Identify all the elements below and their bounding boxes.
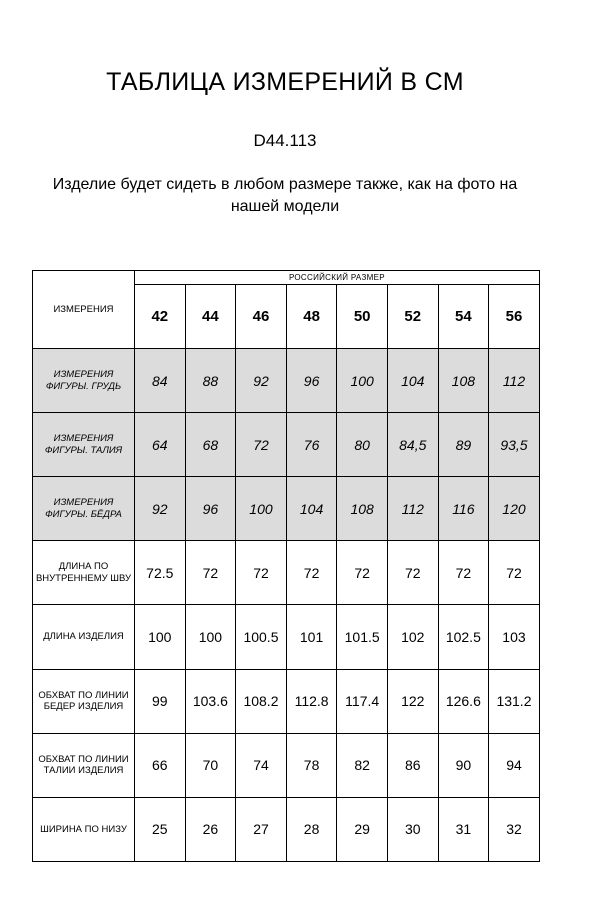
size-header-cell: 42 (135, 285, 186, 349)
table-cell: 131.2 (489, 669, 540, 733)
size-header-cell: 54 (438, 285, 489, 349)
table-cell: 117.4 (337, 669, 388, 733)
table-cell: 88 (185, 349, 236, 413)
table-row-garment-hips (33, 669, 540, 733)
table-row-inseam (33, 541, 540, 605)
table-cell: 102 (387, 605, 438, 669)
table-cell: 100 (185, 605, 236, 669)
table-cell: 112 (387, 477, 438, 541)
table-cell: 68 (185, 413, 236, 477)
table-cell: 76 (286, 413, 337, 477)
table-cell: 72 (286, 541, 337, 605)
table-cell: 104 (387, 349, 438, 413)
table-cell: 72.5 (135, 541, 186, 605)
table-cell: 100.5 (236, 605, 287, 669)
size-system-caption: РОССИЙСКИЙ РАЗМЕР (135, 271, 540, 285)
table-cell: 102.5 (438, 605, 489, 669)
table-cell: 100 (337, 349, 388, 413)
table-cell: 72 (489, 541, 540, 605)
page-title: ТАБЛИЦА ИЗМЕРЕНИЙ В СМ (106, 68, 464, 96)
size-table (32, 270, 540, 862)
table-row-length (33, 605, 540, 669)
table-cell: 100 (236, 477, 287, 541)
table-row-hem-width (33, 797, 540, 861)
table-cell: 31 (438, 797, 489, 861)
row-label: ИЗМЕРЕНИЯ ФИГУРЫ. ГРУДЬ (33, 349, 135, 413)
table-cell: 116 (438, 477, 489, 541)
table-cell: 89 (438, 413, 489, 477)
size-header-cell: 50 (337, 285, 388, 349)
table-cell: 122 (387, 669, 438, 733)
table-cell: 72 (185, 541, 236, 605)
table-cell: 70 (185, 733, 236, 797)
table-cell: 104 (286, 477, 337, 541)
table-row-garment-waist (33, 733, 540, 797)
row-label: ОБХВАТ ПО ЛИНИИ БЕДЕР ИЗДЕЛИЯ (33, 669, 135, 733)
table-cell: 72 (387, 541, 438, 605)
table-cell: 25 (135, 797, 186, 861)
table-row-chest (33, 349, 540, 413)
table-row-waist (33, 413, 540, 477)
table-cell: 108.2 (236, 669, 287, 733)
table-cell: 108 (438, 349, 489, 413)
row-label: ДЛИНА ПО ВНУТРЕННЕМУ ШВУ (33, 541, 135, 605)
table-cell: 92 (236, 349, 287, 413)
fit-note-line-1: Изделие будет сидеть в любом размере также, как на фото на (52, 176, 518, 193)
table-cell: 93,5 (489, 413, 540, 477)
table-cell: 100 (135, 605, 186, 669)
size-header-cell: 46 (236, 285, 287, 349)
table-cell: 80 (337, 413, 388, 477)
table-row-hips (33, 477, 540, 541)
table-cell: 94 (489, 733, 540, 797)
fit-note (0, 174, 570, 218)
table-cell: 82 (337, 733, 388, 797)
row-label: ШИРИНА ПО НИЗУ (33, 797, 135, 861)
row-label: ДЛИНА ИЗДЕЛИЯ (33, 605, 135, 669)
table-cell: 72 (337, 541, 388, 605)
table-cell: 66 (135, 733, 186, 797)
table-cell: 99 (135, 669, 186, 733)
table-cell: 27 (236, 797, 287, 861)
table-cell: 126.6 (438, 669, 489, 733)
table-cell: 72 (236, 541, 287, 605)
table-cell: 72 (236, 413, 287, 477)
table-cell: 84 (135, 349, 186, 413)
size-header-cell: 56 (489, 285, 540, 349)
table-cell: 84,5 (387, 413, 438, 477)
size-header-cell: 48 (286, 285, 337, 349)
table-cell: 108 (337, 477, 388, 541)
size-header-cell: 44 (185, 285, 236, 349)
table-cell: 92 (135, 477, 186, 541)
row-label: ИЗМЕРЕНИЯ ФИГУРЫ. БЁДРА (33, 477, 135, 541)
table-cell: 101 (286, 605, 337, 669)
table-cell: 112 (489, 349, 540, 413)
table-cell: 112.8 (286, 669, 337, 733)
table-cell: 96 (286, 349, 337, 413)
table-cell: 96 (185, 477, 236, 541)
table-cell: 32 (489, 797, 540, 861)
table-cell: 64 (135, 413, 186, 477)
table-cell: 72 (438, 541, 489, 605)
size-header-cell: 52 (387, 285, 438, 349)
table-cell: 120 (489, 477, 540, 541)
row-label: ОБХВАТ ПО ЛИНИИ ТАЛИИ ИЗДЕЛИЯ (33, 733, 135, 797)
table-cell: 26 (185, 797, 236, 861)
table-cell: 30 (387, 797, 438, 861)
table-cell: 103 (489, 605, 540, 669)
table-cell: 101.5 (337, 605, 388, 669)
measurements-header: ИЗМЕРЕНИЯ (33, 271, 135, 349)
product-code: D44.113 (253, 131, 317, 150)
table-cell: 90 (438, 733, 489, 797)
table-cell: 78 (286, 733, 337, 797)
fit-note-line-2: нашей модели (230, 198, 340, 215)
table-cell: 28 (286, 797, 337, 861)
table-cell: 103.6 (185, 669, 236, 733)
row-label: ИЗМЕРЕНИЯ ФИГУРЫ. ТАЛИЯ (33, 413, 135, 477)
table-cell: 74 (236, 733, 287, 797)
table-cell: 29 (337, 797, 388, 861)
table-cell: 86 (387, 733, 438, 797)
